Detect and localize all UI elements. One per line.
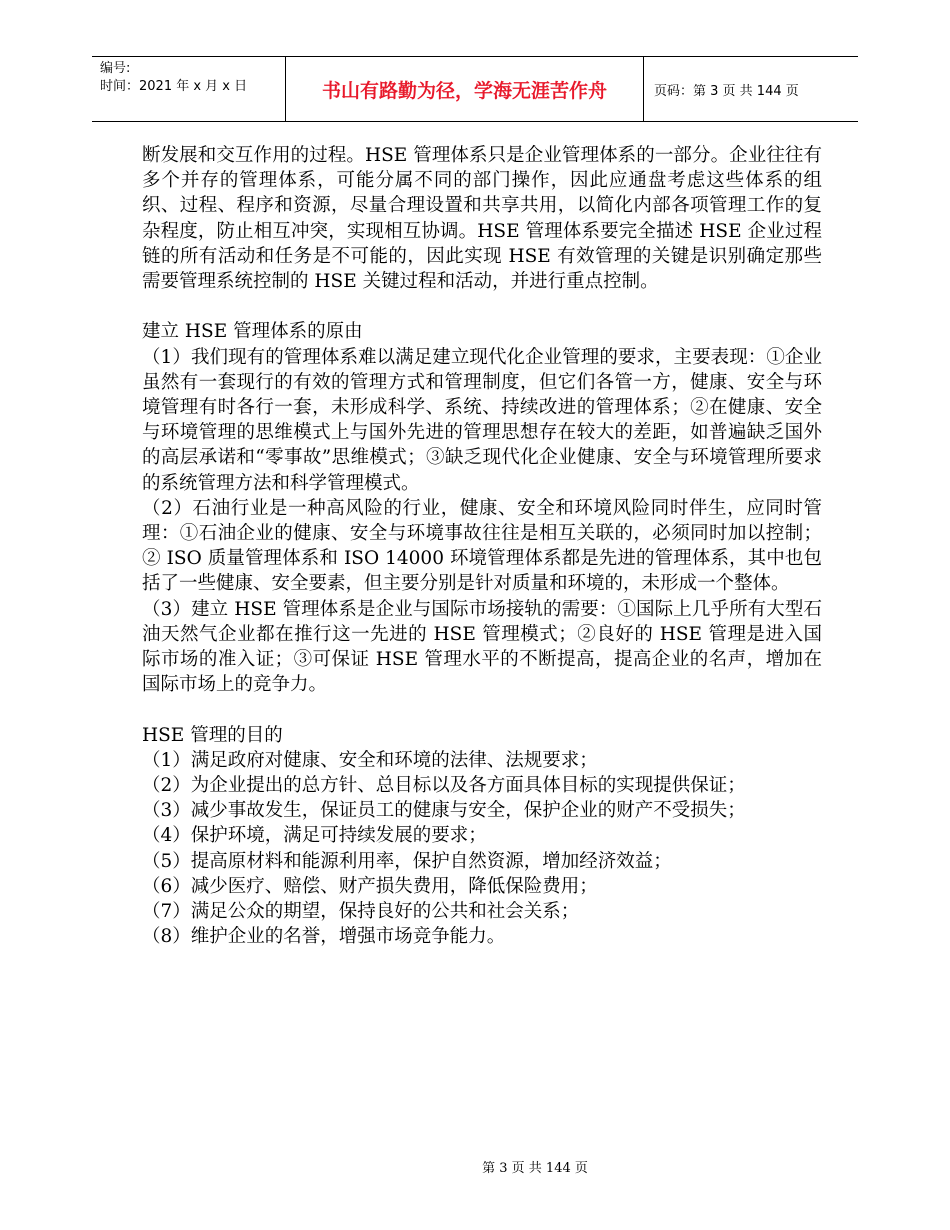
section-title: HSE 管理的目的 — [142, 724, 283, 746]
paragraph-gap — [142, 697, 822, 722]
intro-paragraph: 断发展和交互作用的过程。HSE 管理体系只是企业管理体系的一部分。企业往往有多个并存的管理体系，可能分属不同的部门操作，因此应通盘考虑这些体系的组织、过程、程序和资源，尽量合理设置和共享共用，以简化内部各项管理工作的复杂程度，防止相互冲突，实现相互协调。HSE 管理体系要完全描述 HSE 企业过程链的所有活动和任务是不可能的，因此实现 HSE 有效管理的关键是识别确定那些需要管理系统控制的 HSE 关键过程和活动，并进行重点控制。 — [142, 145, 822, 293]
list-item: （3）建立 HSE 管理体系是企业与国际市场接轨的需要：①国际上几乎所有大型石油天然气企业都在推行这一先进的 HSE 管理模式；②良好的 HSE 管理是进入国际市场的准入证；③可保证 HSE 管理水平的不断提高，提高企业的名声，增加在国际市场上的竞争力。 — [142, 598, 822, 696]
header-motto: 书山有路勤为径，学海无涯苦作舟 — [286, 57, 644, 121]
header-page-info: 页码：第 3 页 共 144 页 — [654, 83, 799, 99]
list-item: （2）石油行业是一种高风险的行业，健康、安全和环境风险同时伴生，应同时管理：①石油企业的健康、安全与环境事故往往是相互关联的，必须同时加以控制；② ISO 质量管理体系和 ISO 14000 环境管理体系都是先进的管理体系，其中也包括了一些健康、安全要素，但主要分别是针对质量和环境的，未形成一个整体。 — [142, 497, 822, 595]
list-item: （8）维护企业的名誉，增强市场竞争能力。 — [142, 926, 506, 948]
list-item: （5）提高原材料和能源利用率，保护自然资源，增加经济效益； — [142, 850, 672, 872]
list-item: （3）减少事故发生，保证员工的健康与安全，保护企业的财产不受损失； — [142, 800, 746, 822]
list-item: （1）满足政府对健康、安全和环境的法律、法规要求； — [142, 749, 598, 771]
document-time: 时间：2021 年 x 月 x 日 — [100, 79, 248, 94]
list-item: （1）我们现有的管理体系难以满足建立现代化企业管理的要求，主要表现：①企业虽然有一套现行的有效的管理方式和管理制度，但它们各管一方，健康、安全与环境管理有时各行一套，未形成科学、系统、持续改进的管理体系；②在健康、安全与环境管理的思维模式上与国外先进的管理思想存在较大的差距，如普遍缺乏国外的高层承诺和“零事故”思维模式；③缺乏现代化企业健康、安全与环境管理所要求的系统管理方法和科学管理模式。 — [142, 346, 822, 494]
paragraph-gap — [142, 294, 822, 319]
list-item: （2）为企业提出的总方针、总目标以及各方面具体目标的实现提供保证； — [142, 775, 746, 797]
document-body — [142, 143, 822, 949]
document-number-label: 编号: — [100, 61, 131, 76]
page-footer — [0, 1157, 950, 1176]
list-item: （7）满足公众的期望，保持良好的公共和社会关系； — [142, 901, 580, 923]
page-header — [92, 56, 858, 122]
header-meta — [92, 57, 286, 121]
section-title: 建立 HSE 管理体系的原由 — [142, 321, 363, 343]
list-item: （4）保护环境，满足可持续发展的要求； — [142, 825, 487, 847]
list-item: （6）减少医疗、赔偿、财产损失费用，降低保险费用； — [142, 875, 598, 897]
footer-page-number: 第 3 页 共 144 页 — [482, 1161, 588, 1176]
